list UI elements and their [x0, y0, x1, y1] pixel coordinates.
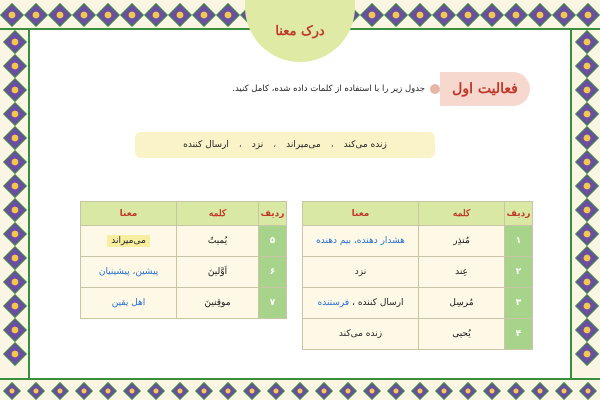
radif-cell: ۴ — [505, 319, 533, 350]
table-header-row — [81, 202, 287, 226]
frame-bottom-border — [0, 378, 600, 400]
word-cell: یُحیی — [419, 319, 505, 350]
word-cell: مُرسِل — [419, 288, 505, 319]
activity-label — [440, 72, 530, 106]
word-cell: اَوَّلینَ — [177, 257, 259, 288]
header-radif: ردیف — [259, 202, 287, 226]
meaning-text: می‌میراند — [107, 235, 150, 247]
vocab-table-left — [80, 201, 287, 319]
word-bank-separator: ، — [330, 140, 334, 150]
word-bank — [135, 132, 435, 158]
radif-cell: ۵ — [259, 226, 287, 257]
frame-pattern-bottom — [0, 380, 600, 400]
activity-instruction: جدول زیر را با استفاده از کلمات داده شده، کامل کنید. — [232, 84, 425, 94]
header-word: کلمه — [177, 202, 259, 226]
activity-label-text: فعالیت اول — [452, 81, 518, 97]
meaning-cell — [303, 288, 419, 319]
meaning-text — [318, 298, 404, 308]
table-row — [81, 226, 287, 257]
table-row — [303, 226, 533, 257]
word-cell: عِند — [419, 257, 505, 288]
header-meaning: معنا — [303, 202, 419, 226]
header-meaning: معنا — [81, 202, 177, 226]
frame-pattern-left — [0, 30, 30, 378]
word-cell: مُنذِر — [419, 226, 505, 257]
radif-cell: ۷ — [259, 288, 287, 319]
radif-cell: ۳ — [505, 288, 533, 319]
word-bank-item: نزد — [251, 140, 264, 150]
frame-left-border — [0, 30, 30, 378]
meaning-cell: نزد — [303, 257, 419, 288]
section-title: درک معنا — [275, 23, 325, 39]
word-cell: موقِنینَ — [177, 288, 259, 319]
meaning-part: ارسال کننده ، — [352, 298, 404, 308]
meaning-cell: پیشین، پیشینیان — [81, 257, 177, 288]
word-bank-separator: ، — [273, 140, 277, 150]
frame-right-border — [570, 30, 600, 378]
meaning-cell: هشدار دهنده، بیم دهنده — [303, 226, 419, 257]
meaning-part: فرستنده — [317, 298, 353, 308]
table-header-row — [303, 202, 533, 226]
radif-cell: ۶ — [259, 257, 287, 288]
meaning-cell: زنده می‌کند — [303, 319, 419, 350]
table-row — [81, 257, 287, 288]
meaning-cell: اهل یقین — [81, 288, 177, 319]
radif-cell: ۱ — [505, 226, 533, 257]
header-word: کلمه — [419, 202, 505, 226]
table-row — [303, 319, 533, 350]
word-bank-item: می‌میراند — [286, 140, 321, 150]
word-bank-separator: ، — [238, 140, 242, 150]
vocab-table-right — [302, 201, 533, 350]
word-bank-item: ارسال کننده — [183, 140, 229, 150]
meaning-cell — [81, 226, 177, 257]
table-row — [303, 288, 533, 319]
activity-bullet-icon — [430, 84, 440, 94]
header-radif: ردیف — [505, 202, 533, 226]
frame-pattern-right — [572, 30, 600, 378]
word-bank-item: زنده می‌کند — [343, 140, 387, 150]
word-cell: یُمیتُ — [177, 226, 259, 257]
radif-cell: ۲ — [505, 257, 533, 288]
table-row — [81, 288, 287, 319]
table-row — [303, 257, 533, 288]
